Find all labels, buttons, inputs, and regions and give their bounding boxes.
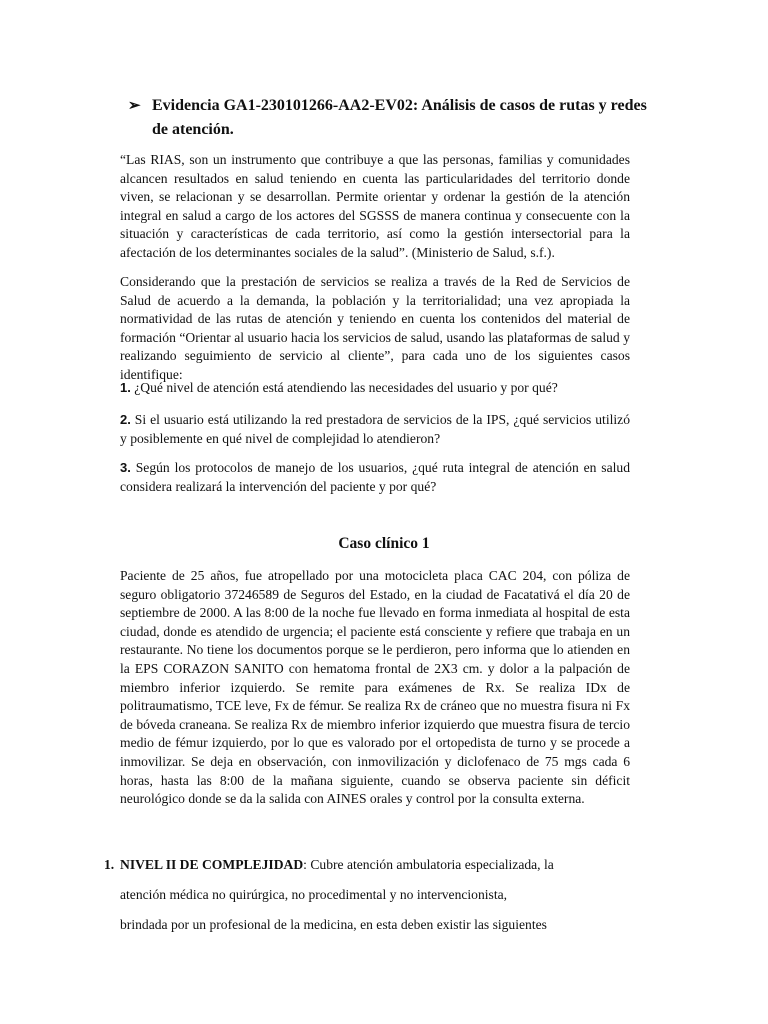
answer-line-1: : Cubre atención ambulatoria especializada, la	[303, 857, 554, 872]
question-text: Según los protocolos de manejo de los usuarios, ¿qué ruta integral de atención en salud considera realizará la intervención del paciente y por qué?	[120, 460, 630, 494]
case-text: Paciente de 25 años, fue atropellado por una motocicleta placa CAC 204, con póliza de seguro obligatorio 37246589 de Seguros del Estado, en la ciudad de Facatativá el día 20 de septiembre de 2000. A las 8:00 de la noche fue llevado en forma inmediata al hospital de esta ciudad, donde es atendido de urgencia; el paciente está consciente y refiere que trabaja en un restaurante. No tiene los documentos porque se le perdieron, pero informa que lo atienden en la EPS CORAZON SANITO con hematoma frontal de 2X3 cm. y dolor a la palpación de miembro inferior izquierdo. Se remite para exámenes de Rx. Se realiza IDx de politraumatismo, TCE leve, Fx de fémur. Se realiza Rx de cráneo que no muestra fisura ni Fx de bóveda craneana. Se realiza Rx de miembro inferior izquierdo que muestra fisura de tercio medio de fémur izquierdo, por lo que es valorado por el ortopedista de turno y se procede a inmovilizar. Se deja en observación, con inmovilización y diclofenaco de 75 mgs cada 6 horas, hasta las 8:00 de la mañana siguiente, cuando se observa paciente sin déficit neurológico donde se da la salida con AINES orales y control por la consulta externa.	[120, 568, 630, 807]
question-2	[120, 410, 630, 448]
question-number: 1.	[120, 380, 131, 395]
question-3	[120, 458, 630, 496]
arrow-bullet-icon: ➢	[128, 98, 141, 114]
question-text: Si el usuario está utilizando la red prestadora de servicios de la IPS, ¿qué servicios utilizó y posiblemente en qué nivel de complejidad lo atendieron?	[120, 412, 630, 446]
answer-number: 1.	[104, 857, 115, 872]
evidence-heading	[130, 94, 650, 142]
answer-label: NIVEL II DE COMPLEJIDAD	[120, 857, 304, 872]
question-1	[120, 378, 630, 397]
answer-line-3: brindada por un profesional de la medicina, en esta deben existir las siguientes	[120, 917, 547, 932]
question-number: 2.	[120, 412, 131, 427]
intro-quote: “Las RIAS, son un instrumento que contribuye a que las personas, familias y comunidades alcancen resultados en salud teniendo en cuenta las particularidades del territorio donde viven, se relacionan y se desarrollan. Permite orientar y ordenar la gestión de la atención integral en salud a cargo de los actores del SGSSS de manera continua y consecuente con la situación y características de cada territorio, así como la gestión intersectorial para la afectación de los determinantes sociales de la salud”. (Ministerio de Salud, s.f.).	[120, 152, 630, 260]
answer-section	[104, 856, 554, 942]
answer-line-2: atención médica no quirúrgica, no procedimental y no intervencionista,	[120, 887, 508, 902]
question-text: ¿Qué nivel de atención está atendiendo las necesidades del usuario y por qué?	[134, 380, 558, 395]
context-paragraph: Considerando que la prestación de servicios se realiza a través de la Red de Servicios de Salud de acuerdo a la demanda, la población y la territorialidad; una vez apropiada la normatividad de las rutas de atención y teniendo en cuenta los contenidos del material de formación “Orientar al usuario hacia los servicios de salud, usando las plataformas de salud y realizando seguimiento de servicio al cliente”, para cada uno de los siguientes casos identifique:	[120, 274, 630, 382]
question-number: 3.	[120, 460, 131, 475]
case-title: Caso clínico 1	[338, 535, 430, 552]
heading-text: Evidencia GA1-230101266-AA2-EV02: Análisis de casos de rutas y redes de atención.	[152, 97, 647, 138]
